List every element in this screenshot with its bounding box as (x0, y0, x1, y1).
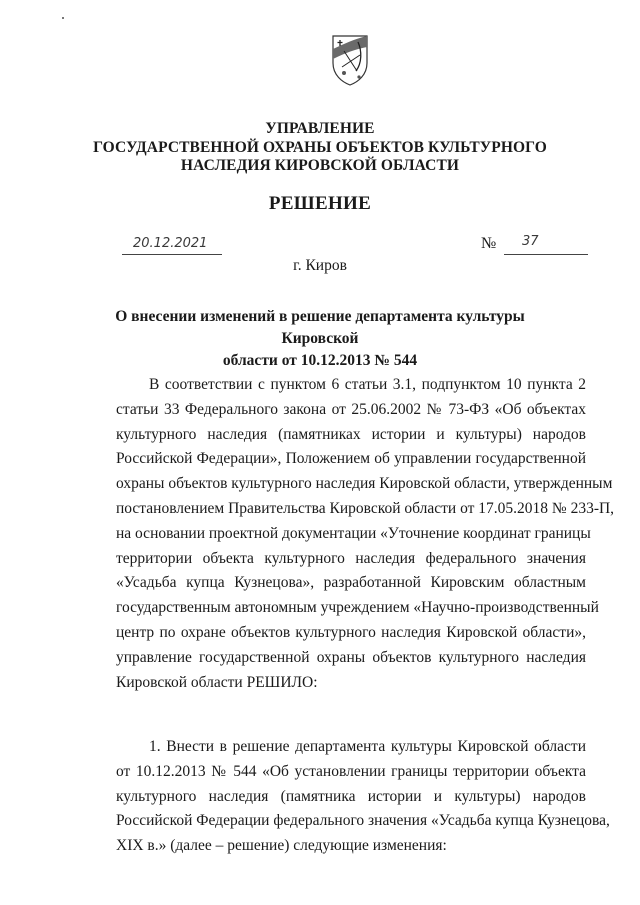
decision-subject (100, 306, 540, 372)
text-line: постановлением Правительства Кировской области от 17.05.2018 № 233-П, (116, 499, 615, 517)
text-line: от 10.12.2013 № 544 «Об установлении границы территории объекта (116, 762, 586, 780)
decision-number: 37 (522, 234, 539, 249)
text-line: Российской Федерации федерального значения «Усадьба купца Кузнецова, (116, 812, 610, 830)
preamble-paragraph (116, 373, 615, 695)
text-line: на основании проектной документации «Уточнение координат границы (116, 524, 591, 542)
text-line: управление государственной охраны объектов культурного наследия (116, 648, 586, 666)
text-line: Кировской области РЕШИЛО: (116, 673, 318, 691)
text-line: 1. Внести в решение департамента культуры Кировской области (149, 738, 586, 755)
text-line: «Усадьба купца Кузнецова», разработанной Кировским областным (116, 574, 586, 592)
text-line: В соответствии с пунктом 6 статьи 3.1, подпунктом 10 пункта 2 (149, 376, 586, 393)
text-line: культурного наследия (памятника истории и культуры) народов (116, 787, 586, 805)
text-line: государственным автономным учреждением «Научно-производственный (116, 599, 599, 617)
text-line: охраны объектов культурного наследия Кировской области, утвержденным (116, 475, 613, 493)
header-line: УПРАВЛЕНИЕ (265, 120, 375, 137)
text-line: XIX в.» (далее – решение) следующие изменения: (116, 837, 447, 855)
document-type-title: РЕШЕНИЕ (268, 193, 372, 214)
kirov-oblast-coat-of-arms-icon (330, 33, 370, 87)
number-label: № (481, 235, 497, 252)
decision-date: 20.12.2021 (133, 236, 208, 251)
text-line: статьи 33 Федерального закона от 25.06.2002 № 73-ФЗ «Об объектах (116, 400, 586, 418)
text-line: территории объекта культурного наследия федерального значения (116, 549, 586, 567)
subject-line: области от 10.12.2013 № 544 (222, 352, 418, 369)
date-underline (122, 254, 222, 255)
city: г. Киров (293, 257, 347, 274)
issuer-header (0, 120, 640, 176)
item-1-paragraph (116, 735, 610, 859)
text-line: центр по охране объектов культурного наследия Кировской области», (116, 623, 586, 641)
text-line: Российской Федерации», Положением об управлении государственной (116, 450, 586, 468)
number-underline (504, 254, 588, 255)
header-line: НАСЛЕДИЯ КИРОВСКОЙ ОБЛАСТИ (180, 157, 460, 174)
text-line: культурного наследия (памятниках истории и культуры) народов (116, 425, 586, 443)
subject-line: О внесении изменений в решение департамента культуры Кировской (115, 308, 525, 347)
scan-speck (62, 17, 64, 19)
header-line: ГОСУДАРСТВЕННОЙ ОХРАНЫ ОБЪЕКТОВ КУЛЬТУРНОГО (93, 138, 547, 156)
